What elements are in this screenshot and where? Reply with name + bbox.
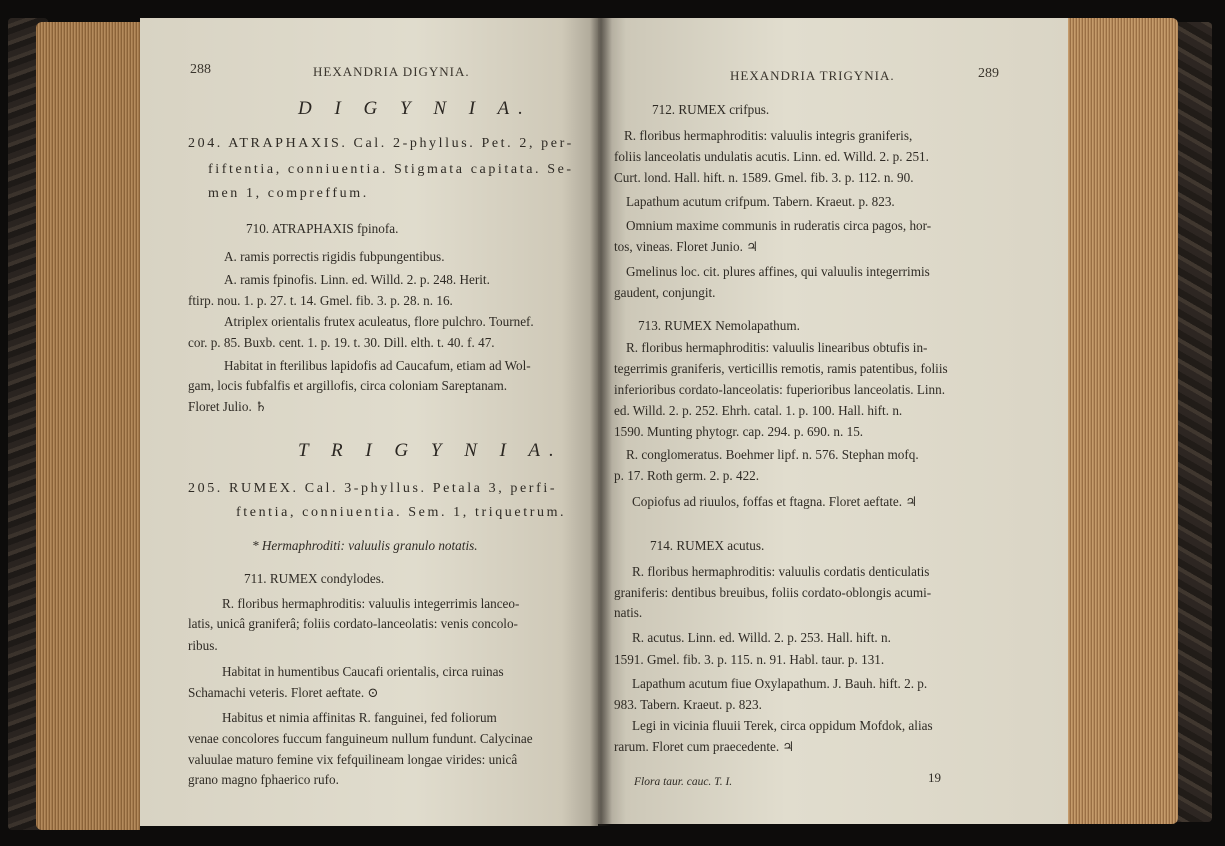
text-line: A. ramis fpinofis. Linn. ed. Willd. 2. p. 248. Herit.	[224, 272, 490, 287]
text-line: ftirp. nou. 1. p. 27. t. 14. Gmel. fib. 3. p. 28. n. 16.	[188, 293, 453, 308]
left-page	[140, 18, 598, 826]
text-line: inferioribus cordato-lanceolatis: fuperioribus lanceolatis. Linn.	[614, 382, 946, 397]
right-page	[598, 18, 1068, 824]
text-line: valuulae maturo femine vix fefquilineam longae virides: unicâ	[188, 752, 518, 767]
section-title: D I G Y N I A.	[298, 98, 532, 119]
text-line: natis.	[614, 605, 643, 620]
text-line: gam, locis fubfalfis et argillofis, circa coloniam Sareptanam.	[188, 378, 508, 393]
page-edges-left	[36, 22, 140, 830]
species-heading: 713. RUMEX Nemolapathum.	[638, 318, 800, 333]
species-heading: 714. RUMEX acutus.	[650, 538, 765, 553]
text-line: Floret Julio. ♄	[188, 399, 267, 414]
genus-line: 204. ATRAPHAXIS. Cal. 2-phyllus. Pet. 2, per-	[188, 136, 574, 151]
text-line: ribus.	[188, 638, 218, 653]
text-line: Lapathum acutum crifpum. Tabern. Kraeut. p. 823.	[626, 194, 895, 209]
species-heading: 711. RUMEX condylodes.	[244, 571, 385, 586]
text-line: 1590. Munting phytogr. cap. 294. p. 690. n. 15.	[614, 424, 864, 439]
text-line: R. floribus hermaphroditis: valuulis integris graniferis,	[624, 128, 913, 143]
text-line: gaudent, conjungit.	[614, 285, 716, 300]
genus-line: 205. RUMEX. Cal. 3-phyllus. Petala 3, perfi-	[188, 481, 558, 496]
text-line: R. floribus hermaphroditis: valuulis cordatis denticulatis	[632, 564, 930, 579]
text-line: R. floribus hermaphroditis: valuulis integerrimis lanceo-	[222, 596, 520, 611]
genus-line: men 1, compreffum.	[208, 186, 369, 201]
text-line: Curt. lond. Hall. hift. n. 1589. Gmel. fib. 3. p. 112. n. 90.	[614, 170, 914, 185]
footer-signature: Flora taur. cauc. T. I.	[634, 776, 733, 788]
text-line: grano magno fphaerico rufo.	[188, 772, 339, 787]
text-line: Atriplex orientalis frutex aculeatus, flore pulchro. Tournef.	[224, 314, 534, 329]
text-line: 1591. Gmel. fib. 3. p. 115. n. 91. Habl. taur. p. 131.	[614, 652, 885, 667]
text-line: Habitus et nimia affinitas R. fanguinei, fed foliorum	[222, 710, 497, 725]
genus-line: fiftentia, conniuentia. Stigmata capitata. Se-	[208, 162, 574, 177]
text-line: A. ramis porrectis rigidis fubpungentibus.	[224, 249, 445, 264]
text-line: Gmelinus loc. cit. plures affines, qui valuulis integerrimis	[626, 264, 930, 279]
running-header: HEXANDRIA DIGYNIA.	[313, 64, 470, 79]
running-header: HEXANDRIA TRIGYNIA.	[730, 68, 895, 83]
text-line: Habitat in fterilibus lapidofis ad Caucafum, etiam ad Wol-	[224, 358, 531, 373]
text-line: Omnium maxime communis in ruderatis circa pagos, hor-	[626, 218, 932, 233]
section-title: T R I G Y N I A.	[298, 440, 563, 461]
footnote: * Hermaphroditi: valuulis granulo notatis.	[252, 538, 478, 553]
text-line: tegerrimis graniferis, verticillis remotis, ramis patentibus, foliis	[614, 361, 948, 376]
text-line: Legi in vicinia fluuii Terek, circa oppidum Mofdok, alias	[632, 718, 933, 733]
species-heading: 712. RUMEX crifpus.	[652, 102, 770, 117]
genus-line: ftentia, conniuentia. Sem. 1, triquetrum.	[236, 505, 567, 520]
text-line: Copiofus ad riuulos, foffas et ftagna. Floret aeftate. ♃	[632, 494, 918, 509]
page-number: 289	[978, 66, 999, 81]
text-line: Lapathum acutum fiue Oxylapathum. J. Bauh. hift. 2. p.	[632, 676, 928, 691]
text-line: R. acutus. Linn. ed. Willd. 2. p. 253. Hall. hift. n.	[632, 630, 891, 645]
page-number: 288	[190, 62, 211, 77]
text-line: latis, unicâ graniferâ; foliis cordato-lanceolatis: venis concolo-	[188, 616, 518, 631]
text-line: foliis lanceolatis undulatis acutis. Linn. ed. Willd. 2. p. 251.	[614, 149, 929, 164]
text-line: rarum. Floret cum praecedente. ♃	[614, 739, 795, 754]
text-line: graniferis: dentibus breuibus, foliis cordato-oblongis acumi-	[614, 585, 932, 600]
footer-number: 19	[928, 770, 941, 785]
text-line: Schamachi veteris. Floret aeftate. ⊙	[188, 685, 379, 700]
text-line: venae concolores fuccum fanguineum nullum fundunt. Calycinae	[188, 731, 533, 746]
text-line: tos, vineas. Floret Junio. ♃	[614, 239, 759, 254]
text-line: Habitat in humentibus Caucafi orientalis, circa ruinas	[222, 664, 504, 679]
page-edges-right	[1066, 18, 1178, 824]
text-line: R. floribus hermaphroditis: valuulis linearibus obtufis in-	[626, 340, 928, 355]
text-line: cor. p. 85. Buxb. cent. 1. p. 19. t. 30. Dill. elth. t. 40. f. 47.	[188, 335, 495, 350]
text-line: R. conglomeratus. Boehmer lipf. n. 576. Stephan mofq.	[626, 447, 919, 462]
text-line: ed. Willd. 2. p. 252. Ehrh. catal. 1. p. 100. Hall. hift. n.	[614, 403, 903, 418]
text-line: 983. Tabern. Kraeut. p. 823.	[614, 697, 762, 712]
text-line: p. 17. Roth germ. 2. p. 422.	[614, 468, 760, 483]
gutter-shadow	[590, 18, 612, 826]
species-heading: 710. ATRAPHAXIS fpinofa.	[246, 221, 399, 236]
